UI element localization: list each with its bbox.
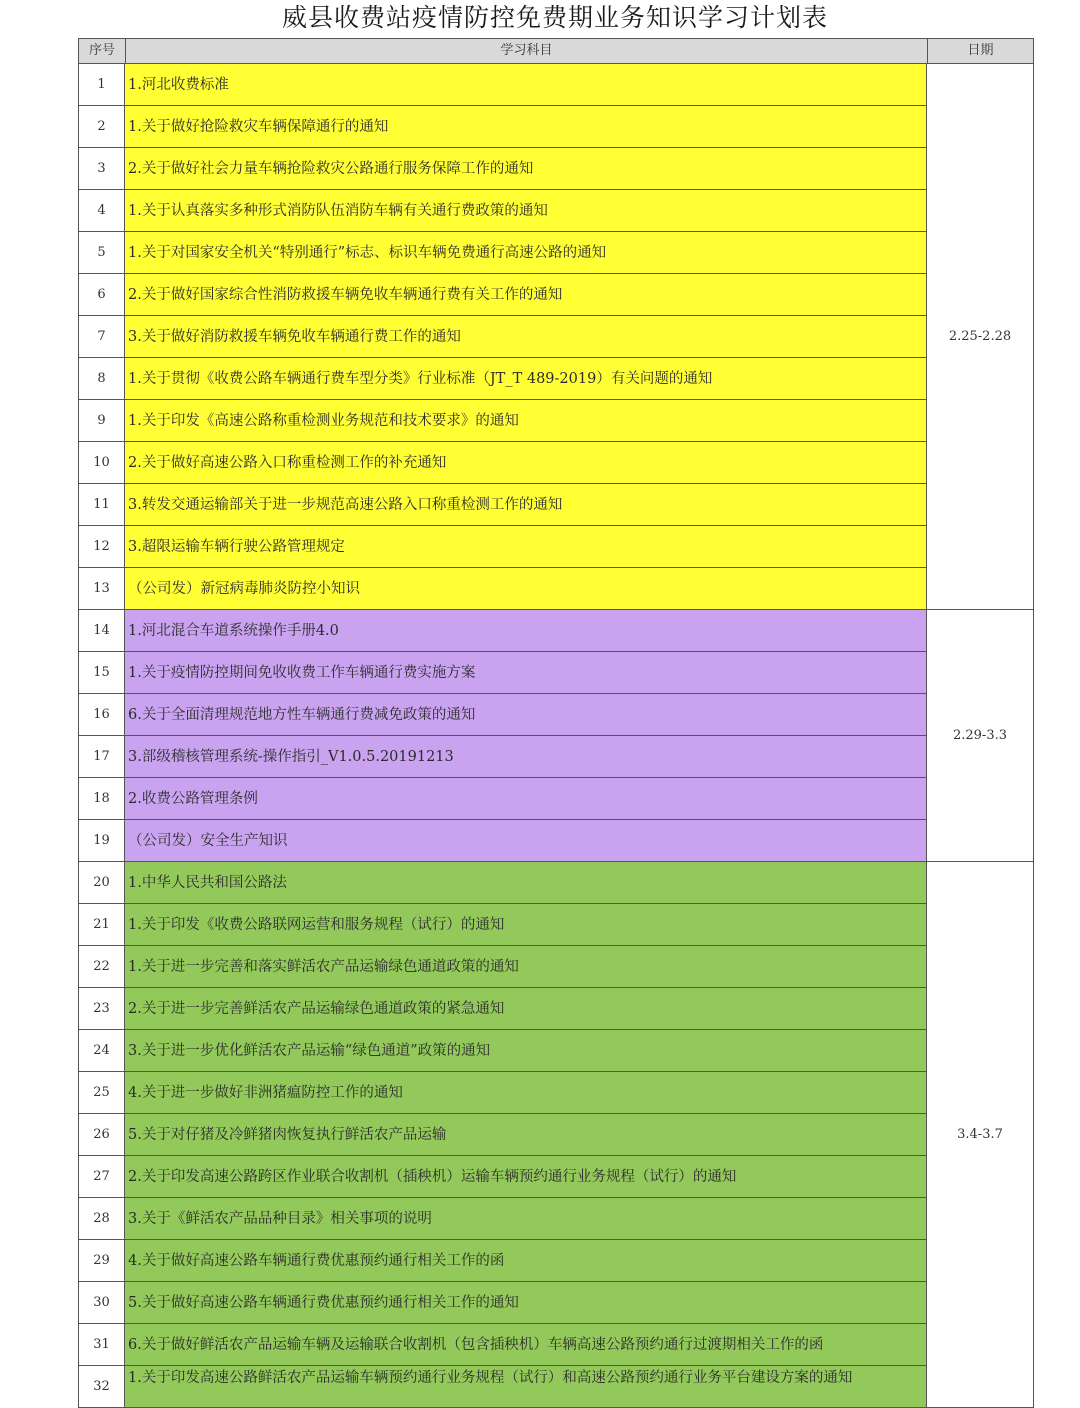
row-number: 2	[78, 106, 125, 148]
table-row	[78, 988, 927, 1030]
row-subject: 2.关于印发高速公路跨区作业联合收割机（插秧机）运输车辆预约通行业务规程（试行）的通知	[125, 1156, 927, 1198]
row-subject: （公司发）安全生产知识	[125, 820, 927, 862]
row-number: 11	[78, 484, 125, 526]
table-row	[78, 1030, 927, 1072]
table-row	[78, 820, 927, 862]
row-subject: 5.关于做好高速公路车辆通行费优惠预约通行相关工作的通知	[125, 1282, 927, 1324]
table-row	[78, 1114, 927, 1156]
row-number: 21	[78, 904, 125, 946]
table-row	[78, 316, 927, 358]
row-subject: 2.关于做好社会力量车辆抢险救灾公路通行服务保障工作的通知	[125, 148, 927, 190]
row-subject: 1.关于疫情防控期间免收收费工作车辆通行费实施方案	[125, 652, 927, 694]
header-subject: 学习科目	[126, 39, 928, 63]
row-number: 30	[78, 1282, 125, 1324]
row-subject: 3.部级稽核管理系统-操作指引_V1.0.5.20191213	[125, 736, 927, 778]
table-row	[78, 442, 927, 484]
table-row	[78, 736, 927, 778]
row-subject: 2.关于进一步完善鲜活农产品运输绿色通道政策的紧急通知	[125, 988, 927, 1030]
table-row	[78, 106, 927, 148]
row-subject: 1.河北收费标准	[125, 64, 927, 106]
table-row	[78, 862, 927, 904]
row-subject: 1.河北混合车道系统操作手册4.0	[125, 610, 927, 652]
row-number: 24	[78, 1030, 125, 1072]
table-row	[78, 610, 927, 652]
row-subject: 2.关于做好国家综合性消防救援车辆免收车辆通行费有关工作的通知	[125, 274, 927, 316]
row-number: 12	[78, 526, 125, 568]
table-row	[78, 568, 927, 610]
table-row	[78, 1156, 927, 1198]
header-date: 日期	[967, 43, 994, 58]
row-subject: 5.关于对仔猪及冷鲜猪肉恢复执行鲜活农产品运输	[125, 1114, 927, 1156]
table-row	[78, 904, 927, 946]
row-subject: 2.收费公路管理条例	[125, 778, 927, 820]
row-number: 17	[78, 736, 125, 778]
row-subject: 3.超限运输车辆行驶公路管理规定	[125, 526, 927, 568]
row-number: 27	[78, 1156, 125, 1198]
row-number: 32	[78, 1366, 125, 1408]
table-row	[78, 778, 927, 820]
row-number: 4	[78, 190, 125, 232]
row-number: 3	[78, 148, 125, 190]
row-subject: 1.关于印发《收费公路联网运营和服务规程（试行）的通知	[125, 904, 927, 946]
row-number: 26	[78, 1114, 125, 1156]
row-subject: 3.关于做好消防救援车辆免收车辆通行费工作的通知	[125, 316, 927, 358]
table-row	[78, 1072, 927, 1114]
row-number: 28	[78, 1198, 125, 1240]
row-number: 14	[78, 610, 125, 652]
row-subject: 3.关于《鲜活农产品品种目录》相关事项的说明	[125, 1198, 927, 1240]
row-subject: 1.关于对国家安全机关“特别通行”标志、标识车辆免费通行高速公路的通知	[125, 232, 927, 274]
table-row	[78, 400, 927, 442]
table-row	[78, 652, 927, 694]
row-number: 1	[78, 64, 125, 106]
row-number: 25	[78, 1072, 125, 1114]
table-row	[78, 190, 927, 232]
row-subject: 3.关于进一步优化鲜活农产品运输“绿色通道”政策的通知	[125, 1030, 927, 1072]
row-number: 8	[78, 358, 125, 400]
row-number: 5	[78, 232, 125, 274]
page-title: 威县收费站疫情防控免费期业务知识学习计划表	[281, 3, 828, 32]
row-subject: 1.关于认真落实多种形式消防队伍消防车辆有关通行费政策的通知	[125, 190, 927, 232]
table-row	[78, 526, 927, 568]
row-subject: （公司发）新冠病毒肺炎防控小知识	[125, 568, 927, 610]
row-number: 13	[78, 568, 125, 610]
table-header	[78, 38, 1034, 64]
row-number: 22	[78, 946, 125, 988]
table-row	[78, 694, 927, 736]
row-number: 9	[78, 400, 125, 442]
table-row	[78, 358, 927, 400]
row-subject: 1.关于印发高速公路鲜活农产品运输车辆预约通行业务规程（试行）和高速公路预约通行业务平台建设方案的通知	[125, 1366, 927, 1408]
table-row	[78, 946, 927, 988]
row-subject: 3.转发交通运输部关于进一步规范高速公路入口称重检测工作的通知	[125, 484, 927, 526]
row-subject: 1.关于印发《高速公路称重检测业务规范和技术要求》的通知	[125, 400, 927, 442]
row-number: 6	[78, 274, 125, 316]
row-number: 10	[78, 442, 125, 484]
row-subject: 1.中华人民共和国公路法	[125, 862, 927, 904]
table-row	[78, 1282, 927, 1324]
row-number: 20	[78, 862, 125, 904]
date-range-cell: 3.4-3.7	[927, 862, 1034, 1408]
row-subject: 1.关于做好抢险救灾车辆保障通行的通知	[125, 106, 927, 148]
table-row	[78, 1366, 927, 1408]
row-subject: 4.关于进一步做好非洲猪瘟防控工作的通知	[125, 1072, 927, 1114]
table-row	[78, 274, 927, 316]
table-row	[78, 484, 927, 526]
table-row	[78, 148, 927, 190]
row-number: 29	[78, 1240, 125, 1282]
table-row	[78, 232, 927, 274]
row-number: 23	[78, 988, 125, 1030]
row-subject: 1.关于进一步完善和落实鲜活农产品运输绿色通道政策的通知	[125, 946, 927, 988]
row-subject: 4.关于做好高速公路车辆通行费优惠预约通行相关工作的函	[125, 1240, 927, 1282]
row-subject: 6.关于做好鲜活农产品运输车辆及运输联合收割机（包含插秧机）车辆高速公路预约通行过渡期相关工作的函	[125, 1324, 927, 1366]
header-no: 序号	[79, 39, 126, 63]
row-subject: 1.关于贯彻《收费公路车辆通行费车型分类》行业标准（JT_T 489-2019）有关问题的通知	[125, 358, 927, 400]
date-range-cell: 2.25-2.28	[927, 64, 1034, 610]
table-row	[78, 1240, 927, 1282]
row-number: 19	[78, 820, 125, 862]
row-number: 15	[78, 652, 125, 694]
table-row	[78, 1324, 927, 1366]
row-number: 31	[78, 1324, 125, 1366]
row-number: 16	[78, 694, 125, 736]
date-range-cell: 2.29-3.3	[927, 610, 1034, 862]
row-number: 18	[78, 778, 125, 820]
table-row	[78, 1198, 927, 1240]
row-number: 7	[78, 316, 125, 358]
row-subject: 6.关于全面清理规范地方性车辆通行费减免政策的通知	[125, 694, 927, 736]
row-subject: 2.关于做好高速公路入口称重检测工作的补充通知	[125, 442, 927, 484]
table-row	[78, 64, 927, 106]
